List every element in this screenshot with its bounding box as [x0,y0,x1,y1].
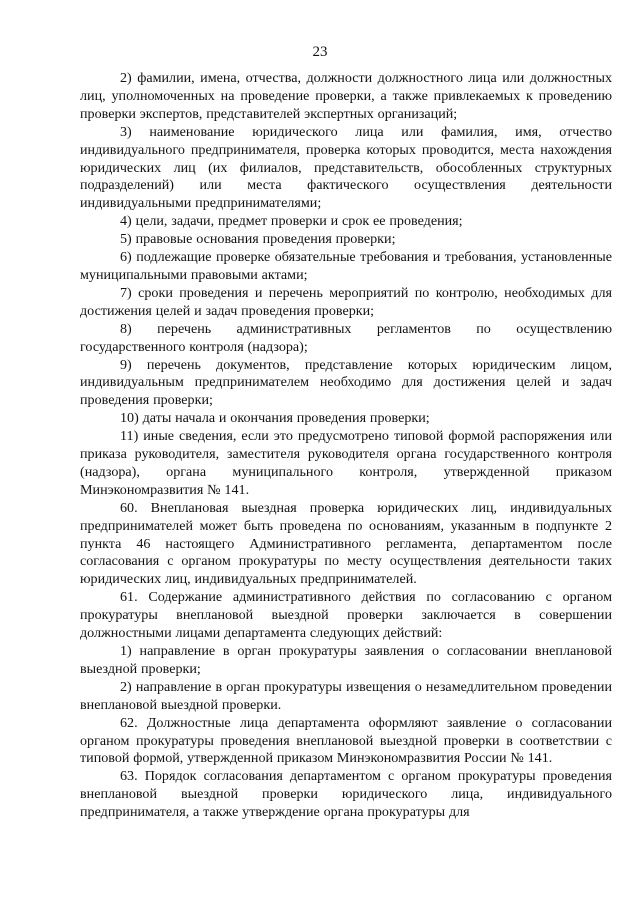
paragraph-section-62: 62. Должностные лица департамента оформляют заявление о согласовании органом прокуратуры проведения внеплановой выездной проверки в соответствии с типовой формой, утвержденной приказом Минэкономразвития России № 141. [80,714,612,767]
paragraph-item-4: 4) цели, задачи, предмет проверки и срок ее проведения; [120,213,463,230]
paragraph-item-10: 10) даты начала и окончания проведения проверки; [120,410,430,427]
paragraph-item-6: 6) подлежащие проверке обязательные требования и требования, установленные муниципальными правовыми актами; [80,249,612,283]
page-number: 23 [312,44,328,60]
paragraph-section-60: 60. Внеплановая выездная проверка юридических лиц, индивидуальных предпринимателей может быть проведена по основаниям, указанным в подпункте 2 пункта 46 настоящего Административного регламента, департаментом после согласования с органом прокуратуры по месту осуществления деятельности таких юридических лиц, индивидуальных предпринимателей. [80,499,612,588]
paragraph-item-5: 5) правовые основания проведения проверки; [120,231,396,248]
paragraph-subitem-1: 1) направление в орган прокуратуры заявления о согласовании внеплановой выездной проверки; [80,643,612,677]
paragraph-item-8: 8) перечень административных регламентов по осуществлению государственного контроля (надзора); [80,320,612,355]
paragraph-item-11: 11) иные сведения, если это предусмотрено типовой формой распоряжения или приказа руководителя, заместителя руководителя органа государственного контроля (надзора), органа муниципального контроля, утвержденной приказом Минэкономразвития № 141. [80,428,612,498]
paragraph-item-2: 2) фамилии, имена, отчества, должности должностного лица или должностных лиц, уполномоченных на проведение проверки, а также привлекаемых к проведению проверки экспертов, представителей экспертных организаций; [80,70,612,122]
paragraph-subitem-2: 2) направление в орган прокуратуры извещения о незамедлительном проведении внеплановой выездной проверки. [80,678,612,713]
document-body [80,70,612,822]
paragraph-section-63: 63. Порядок согласования департаментом с органом прокуратуры проведения внеплановой выездной проверки юридического лица, индивидуального предпринимателя, а также утверждение органа прокуратуры для [80,768,612,821]
paragraph-item-9: 9) перечень документов, представление которых юридическим лицом, индивидуальным предпринимателем необходимо для достижения целей и задач проведения проверки; [80,356,612,409]
paragraph-item-3: 3) наименование юридического лица или фамилия, имя, отчество индивидуального предпринимателя, проверка которых проводится, места нахождения юридических лиц (их филиалов, представительств, обособленных структурных подразделений) или места фактического осуществления деятельности индивидуальными предпринимателями; [80,123,612,212]
paragraph-item-7: 7) сроки проведения и перечень мероприятий по контролю, необходимых для достижения целей и задач проведения проверки; [80,284,612,319]
paragraph-section-61: 61. Содержание административного действия по согласованию с органом прокуратуры внеплановой выездной проверки заключается в совершении должностными лицами департамента следующих действий: [80,589,612,642]
